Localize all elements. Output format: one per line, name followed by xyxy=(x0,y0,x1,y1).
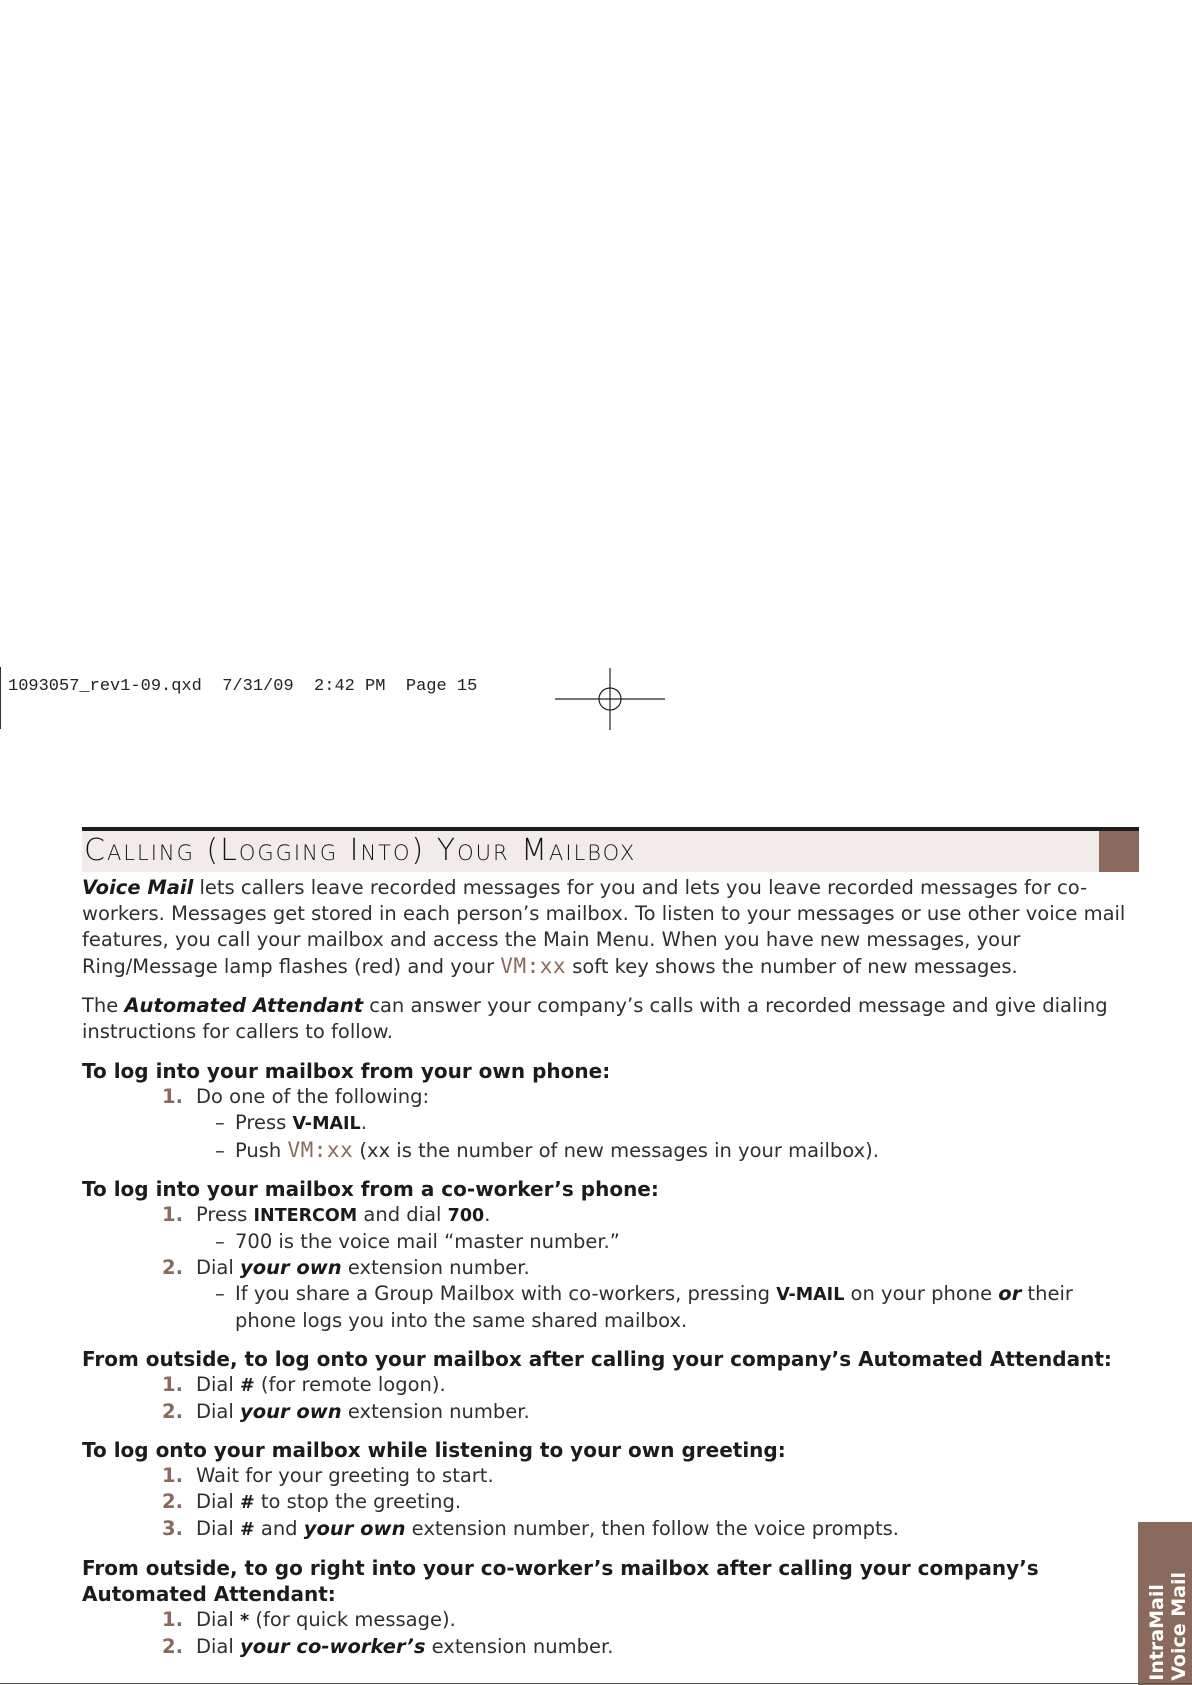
step-text: (for quick message). xyxy=(249,1608,456,1631)
intro-paragraph-2 xyxy=(82,993,1140,1045)
sub-text: If you share a Group Mailbox with co-workers, pressing xyxy=(235,1282,777,1305)
sub-item xyxy=(102,1110,1140,1137)
key-name: 700 xyxy=(447,1206,485,1226)
step-number: 1. xyxy=(162,1608,183,1631)
page-body xyxy=(82,875,1140,1660)
list-item xyxy=(82,1255,1140,1281)
step-text: extension number, then follow the voice prompts. xyxy=(405,1517,899,1540)
section-title-band xyxy=(82,831,1139,872)
chapter-side-tab xyxy=(1138,1522,1192,1685)
sub-text: 700 is the voice mail “master number.” xyxy=(235,1230,620,1253)
step-number: 1. xyxy=(162,1085,183,1108)
step-number: 2. xyxy=(162,1490,183,1513)
step-text: Dial xyxy=(196,1373,240,1396)
step-number: 2. xyxy=(162,1400,183,1423)
intro-text: can answer your company’s calls with a recorded message and give dialing instructions for callers to follow. xyxy=(82,994,1108,1043)
step-text: Wait for your greeting to start. xyxy=(196,1464,494,1487)
step-number: 1. xyxy=(162,1464,183,1487)
key-name: INTERCOM xyxy=(253,1206,358,1226)
voice-mail-term: Voice Mail xyxy=(82,876,194,899)
printer-slug: 1093057_rev1-09.qxd 7/31/09 2:42 PM Page 15 xyxy=(8,677,478,696)
dash: – xyxy=(215,1139,225,1162)
section-heading: To log onto your mailbox while listening to your own greeting: xyxy=(82,1438,786,1462)
step-text: . xyxy=(484,1203,491,1226)
step-text: extension number. xyxy=(425,1635,614,1658)
step-text: and dial xyxy=(357,1203,448,1226)
step-number: 1. xyxy=(162,1373,183,1396)
section-heading: From outside, to go right into your co-worker’s mailbox after calling your company’s Automated Attendant: xyxy=(82,1556,1039,1606)
section-heading: To log into your mailbox from your own phone: xyxy=(82,1059,611,1083)
sub-item xyxy=(102,1137,1140,1164)
step-text: Dial xyxy=(196,1517,240,1540)
sub-text: (xx is the number of new messages in your mailbox). xyxy=(353,1139,879,1162)
list-item xyxy=(82,1202,1140,1229)
sub-text: on your phone xyxy=(844,1282,999,1305)
side-tab-label: IntraMail Voice Mail xyxy=(1146,1572,1190,1681)
step-text: extension number. xyxy=(341,1400,530,1423)
sub-text: . xyxy=(360,1111,367,1134)
list-item xyxy=(82,1372,1140,1399)
key-name: * xyxy=(240,1611,250,1631)
step-text: extension number. xyxy=(341,1256,530,1279)
section-heading: From outside, to log onto your mailbox after calling your company’s Automated Attendant: xyxy=(82,1347,1112,1371)
vm-soft-key-label: VM:xx xyxy=(500,954,567,978)
step-text: Dial xyxy=(196,1256,240,1279)
step-text: to stop the greeting. xyxy=(254,1490,462,1513)
sub-text: their phone logs you into the same shared mailbox. xyxy=(235,1282,1073,1332)
intro-text: soft key shows the number of new messages. xyxy=(566,955,1018,978)
key-name: # xyxy=(240,1520,255,1540)
title-accent-block xyxy=(1099,831,1139,872)
dash: – xyxy=(215,1230,225,1253)
key-name: V-MAIL xyxy=(292,1114,361,1134)
key-name: # xyxy=(240,1493,255,1513)
step-text: Press xyxy=(196,1203,254,1226)
step-text: Dial xyxy=(196,1400,240,1423)
intro-text: lets callers leave recorded messages for you and lets you leave recorded messages for co-workers. Messages get stored in each person’s mailbox. To listen to your messages or use other voice mail features, you call your mailbox and access the Main Menu. When you have new messages, your Ring/Message lamp flashes (red) and your xyxy=(82,876,1126,978)
emphasis: or xyxy=(998,1282,1022,1305)
list-item xyxy=(82,1463,1140,1489)
emphasis: your own xyxy=(240,1256,342,1279)
step-text: Dial xyxy=(196,1608,240,1631)
intro-paragraph-1 xyxy=(82,875,1140,980)
key-name: V-MAIL xyxy=(776,1285,845,1305)
registration-mark-icon xyxy=(555,668,665,730)
step-text: (for remote logon). xyxy=(254,1373,446,1396)
automated-attendant-term: Automated Attendant xyxy=(124,994,364,1017)
list-item xyxy=(82,1516,1140,1543)
section-heading: To log into your mailbox from a co-worker’s phone: xyxy=(82,1177,659,1201)
step-number: 2. xyxy=(162,1256,183,1279)
step-text: Dial xyxy=(196,1635,240,1658)
emphasis: your own xyxy=(303,1517,406,1540)
sub-text: Press xyxy=(235,1111,293,1134)
step-text: Dial xyxy=(196,1490,240,1513)
vm-soft-key-label: VM:xx xyxy=(287,1138,354,1162)
list-item xyxy=(82,1489,1140,1516)
emphasis: your co-worker’s xyxy=(240,1635,426,1658)
bottom-rule xyxy=(0,1683,1192,1684)
intro-text: The xyxy=(82,994,125,1017)
sub-item xyxy=(102,1229,1140,1255)
emphasis: your own xyxy=(240,1400,342,1423)
step-text: and xyxy=(254,1517,304,1540)
crop-mark xyxy=(0,667,1,729)
list-item xyxy=(82,1634,1140,1660)
sub-text: Push xyxy=(235,1139,288,1162)
step-number: 3. xyxy=(162,1517,183,1540)
dash: – xyxy=(215,1111,225,1134)
dash: – xyxy=(215,1282,225,1305)
list-item xyxy=(82,1084,1140,1110)
sub-item xyxy=(102,1281,1140,1334)
list-item xyxy=(82,1399,1140,1425)
key-name: # xyxy=(240,1376,255,1396)
step-number: 2. xyxy=(162,1635,183,1658)
list-item xyxy=(82,1607,1140,1634)
step-text: Do one of the following: xyxy=(196,1085,430,1108)
page-title: Calling (Logging Into) Your Mailbox xyxy=(84,833,637,868)
step-number: 1. xyxy=(162,1203,183,1226)
